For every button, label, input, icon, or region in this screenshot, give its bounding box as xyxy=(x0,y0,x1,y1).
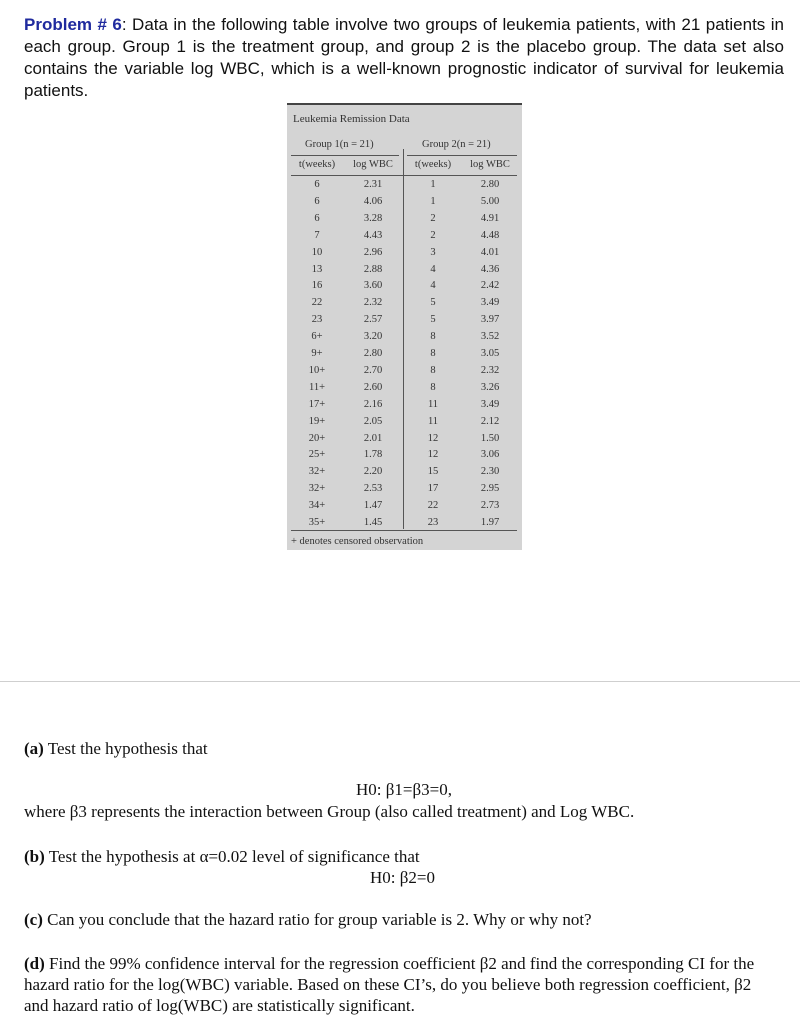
cell-wbc-group2: 2.32 xyxy=(480,364,500,376)
col-header-t2: t(weeks) xyxy=(414,159,452,170)
question-d xyxy=(24,953,778,1016)
cell-wbc-group2: 3.26 xyxy=(480,381,500,393)
cell-wbc-group2: 3.06 xyxy=(480,449,500,461)
cell-t-group2: 11 xyxy=(427,415,439,427)
table-row xyxy=(287,365,522,381)
cell-wbc-group2: 2.73 xyxy=(480,500,500,512)
cell-t-group1: 25+ xyxy=(308,449,326,461)
cell-t-group1: 11+ xyxy=(308,381,326,393)
cell-t-group2: 8 xyxy=(430,331,436,343)
cell-t-group2: 8 xyxy=(430,381,436,393)
cell-t-group2: 12 xyxy=(427,432,439,444)
table-row xyxy=(287,179,522,195)
question-d-label: (d) xyxy=(24,954,45,973)
cell-wbc-group2: 2.12 xyxy=(480,415,500,427)
problem-text: : Data in the following table involve two groups of leukemia patients, with 21 patients in each group. Group 1 is the treatment group, and group 2 is the placebo group. The data set also contains the variable log WBC, which is a well-known prognostic indicator of survival for leukemia patients. xyxy=(24,15,784,100)
question-a-label: (a) xyxy=(24,739,44,758)
cell-wbc-group1: 2.88 xyxy=(363,263,383,275)
table-row xyxy=(287,483,522,499)
table-row xyxy=(287,348,522,364)
table-row xyxy=(287,247,522,263)
cell-wbc-group1: 3.20 xyxy=(363,331,383,343)
cell-t-group1: 20+ xyxy=(308,432,326,444)
cell-t-group1: 6 xyxy=(314,212,320,224)
table-row xyxy=(287,213,522,229)
cell-wbc-group2: 3.49 xyxy=(480,297,500,309)
section-divider xyxy=(0,681,800,682)
cell-t-group1: 22 xyxy=(311,297,323,309)
cell-wbc-group2: 2.95 xyxy=(480,483,500,495)
cell-wbc-group2: 2.42 xyxy=(480,280,500,292)
cell-t-group2: 8 xyxy=(430,364,436,376)
table-row xyxy=(287,230,522,246)
cell-t-group1: 16 xyxy=(311,280,323,292)
cell-t-group1: 17+ xyxy=(308,398,326,410)
cell-wbc-group1: 2.20 xyxy=(363,466,383,478)
cell-t-group2: 22 xyxy=(427,500,439,512)
cell-t-group2: 12 xyxy=(427,449,439,461)
cell-wbc-group2: 2.80 xyxy=(480,179,500,190)
cell-t-group2: 4 xyxy=(430,263,436,275)
cell-t-group1: 34+ xyxy=(308,500,326,512)
question-a-where: where β3 represents the interaction between Group (also called treatment) and Log WBC. xyxy=(24,802,635,821)
cell-wbc-group1: 2.53 xyxy=(363,483,383,495)
col-header-wbc2: log WBC xyxy=(470,159,510,170)
table-title: Leukemia Remission Data xyxy=(293,113,410,125)
cell-wbc-group1: 2.32 xyxy=(363,297,383,309)
cell-wbc-group1: 3.60 xyxy=(363,280,383,292)
cell-t-group1: 23 xyxy=(311,314,323,326)
cell-t-group2: 4 xyxy=(430,280,436,292)
table-row xyxy=(287,314,522,330)
cell-t-group2: 3 xyxy=(430,246,436,258)
table-row xyxy=(287,399,522,415)
cell-t-group2: 2 xyxy=(430,212,436,224)
cell-t-group2: 23 xyxy=(427,517,439,528)
cell-wbc-group2: 3.49 xyxy=(480,398,500,410)
cell-wbc-group1: 3.28 xyxy=(363,212,383,224)
cell-wbc-group2: 3.05 xyxy=(480,348,500,359)
cell-wbc-group2: 4.91 xyxy=(480,212,500,224)
cell-wbc-group1: 2.70 xyxy=(363,364,383,376)
group1-header: Group 1(n = 21) xyxy=(305,139,374,150)
cell-t-group2: 15 xyxy=(427,466,439,478)
cell-wbc-group2: 3.97 xyxy=(480,314,500,326)
cell-wbc-group2: 2.30 xyxy=(480,466,500,478)
cell-t-group2: 1 xyxy=(430,179,436,190)
cell-t-group1: 10+ xyxy=(308,364,326,376)
cell-t-group1: 32+ xyxy=(308,466,326,478)
question-b xyxy=(24,846,420,867)
cell-wbc-group1: 2.60 xyxy=(363,381,383,393)
cell-t-group2: 5 xyxy=(430,297,436,309)
cell-wbc-group1: 4.43 xyxy=(363,229,383,241)
problem-statement xyxy=(24,14,784,102)
table-row xyxy=(287,280,522,296)
cell-wbc-group2: 4.01 xyxy=(480,246,500,258)
table-footnote: + denotes censored observation xyxy=(291,536,424,547)
group2-underline xyxy=(407,155,517,156)
cell-wbc-group1: 1.45 xyxy=(363,517,383,528)
question-d-text: Find the 99% confidence interval for the regression coefficient β2 and find the corresponding CI for the hazard ratio for the log(WBC) variable. Based on these CI’s, do you believe both regression coefficient, β2 and hazard ratio of log(WBC) are statistically significant. xyxy=(24,954,755,1015)
table-row xyxy=(287,416,522,432)
cell-t-group1: 9+ xyxy=(311,348,323,359)
cell-wbc-group2: 4.48 xyxy=(480,229,500,241)
table-row xyxy=(287,331,522,347)
cell-t-group1: 19+ xyxy=(308,415,326,427)
cell-wbc-group1: 2.31 xyxy=(363,179,383,190)
cell-t-group1: 7 xyxy=(314,229,320,241)
cell-t-group1: 6 xyxy=(314,179,320,190)
cell-t-group2: 17 xyxy=(427,483,439,495)
table-row xyxy=(287,466,522,482)
leukemia-data-table xyxy=(287,103,522,550)
question-c xyxy=(24,909,592,930)
col-header-wbc1: log WBC xyxy=(353,159,393,170)
bottom-rule xyxy=(291,530,517,531)
cell-wbc-group1: 2.57 xyxy=(363,314,383,326)
table-row xyxy=(287,196,522,212)
cell-wbc-group2: 1.50 xyxy=(480,432,500,444)
col-header-t1: t(weeks) xyxy=(298,159,336,170)
cell-t-group1: 6 xyxy=(314,195,320,207)
table-row xyxy=(287,449,522,465)
cell-t-group2: 1 xyxy=(430,195,436,207)
group1-underline xyxy=(291,155,399,156)
cell-t-group2: 8 xyxy=(430,348,436,359)
cell-t-group1: 32+ xyxy=(308,483,326,495)
cell-t-group2: 2 xyxy=(430,229,436,241)
question-c-label: (c) xyxy=(24,910,43,929)
cell-wbc-group1: 2.01 xyxy=(363,432,383,444)
table-row xyxy=(287,297,522,313)
cell-t-group1: 10 xyxy=(311,246,323,258)
group2-header: Group 2(n = 21) xyxy=(422,139,491,150)
table-row xyxy=(287,264,522,280)
cell-wbc-group1: 2.16 xyxy=(363,398,383,410)
cell-wbc-group1: 2.05 xyxy=(363,415,383,427)
question-b-text: Test the hypothesis at α=0.02 level of significance that xyxy=(44,847,420,866)
question-b-hypothesis: H0: β2=0 xyxy=(370,868,435,887)
cell-wbc-group1: 1.78 xyxy=(363,449,383,461)
problem-label: Problem # 6 xyxy=(24,15,122,34)
cell-wbc-group1: 2.80 xyxy=(363,348,383,359)
table-row xyxy=(287,382,522,398)
question-b-label: (b) xyxy=(24,847,45,866)
cell-t-group2: 5 xyxy=(430,314,436,326)
question-a xyxy=(24,738,208,759)
cell-wbc-group2: 1.97 xyxy=(480,517,500,528)
cell-wbc-group1: 4.06 xyxy=(363,195,383,207)
cell-t-group2: 11 xyxy=(427,398,439,410)
table-row xyxy=(287,500,522,516)
cell-wbc-group2: 4.36 xyxy=(480,263,500,275)
question-c-text: Can you conclude that the hazard ratio for group variable is 2. Why or why not? xyxy=(42,910,592,929)
table-row xyxy=(287,433,522,449)
question-a-text: Test the hypothesis that xyxy=(43,739,208,758)
cell-wbc-group1: 1.47 xyxy=(363,500,383,512)
cell-t-group1: 35+ xyxy=(308,517,326,528)
question-a-hypothesis: H0: β1=β3=0, xyxy=(356,780,452,799)
cell-wbc-group2: 5.00 xyxy=(480,195,500,207)
header-rule xyxy=(291,175,517,176)
cell-wbc-group2: 3.52 xyxy=(480,331,500,343)
cell-t-group1: 13 xyxy=(311,263,323,275)
cell-t-group1: 6+ xyxy=(311,331,323,343)
cell-wbc-group1: 2.96 xyxy=(363,246,383,258)
